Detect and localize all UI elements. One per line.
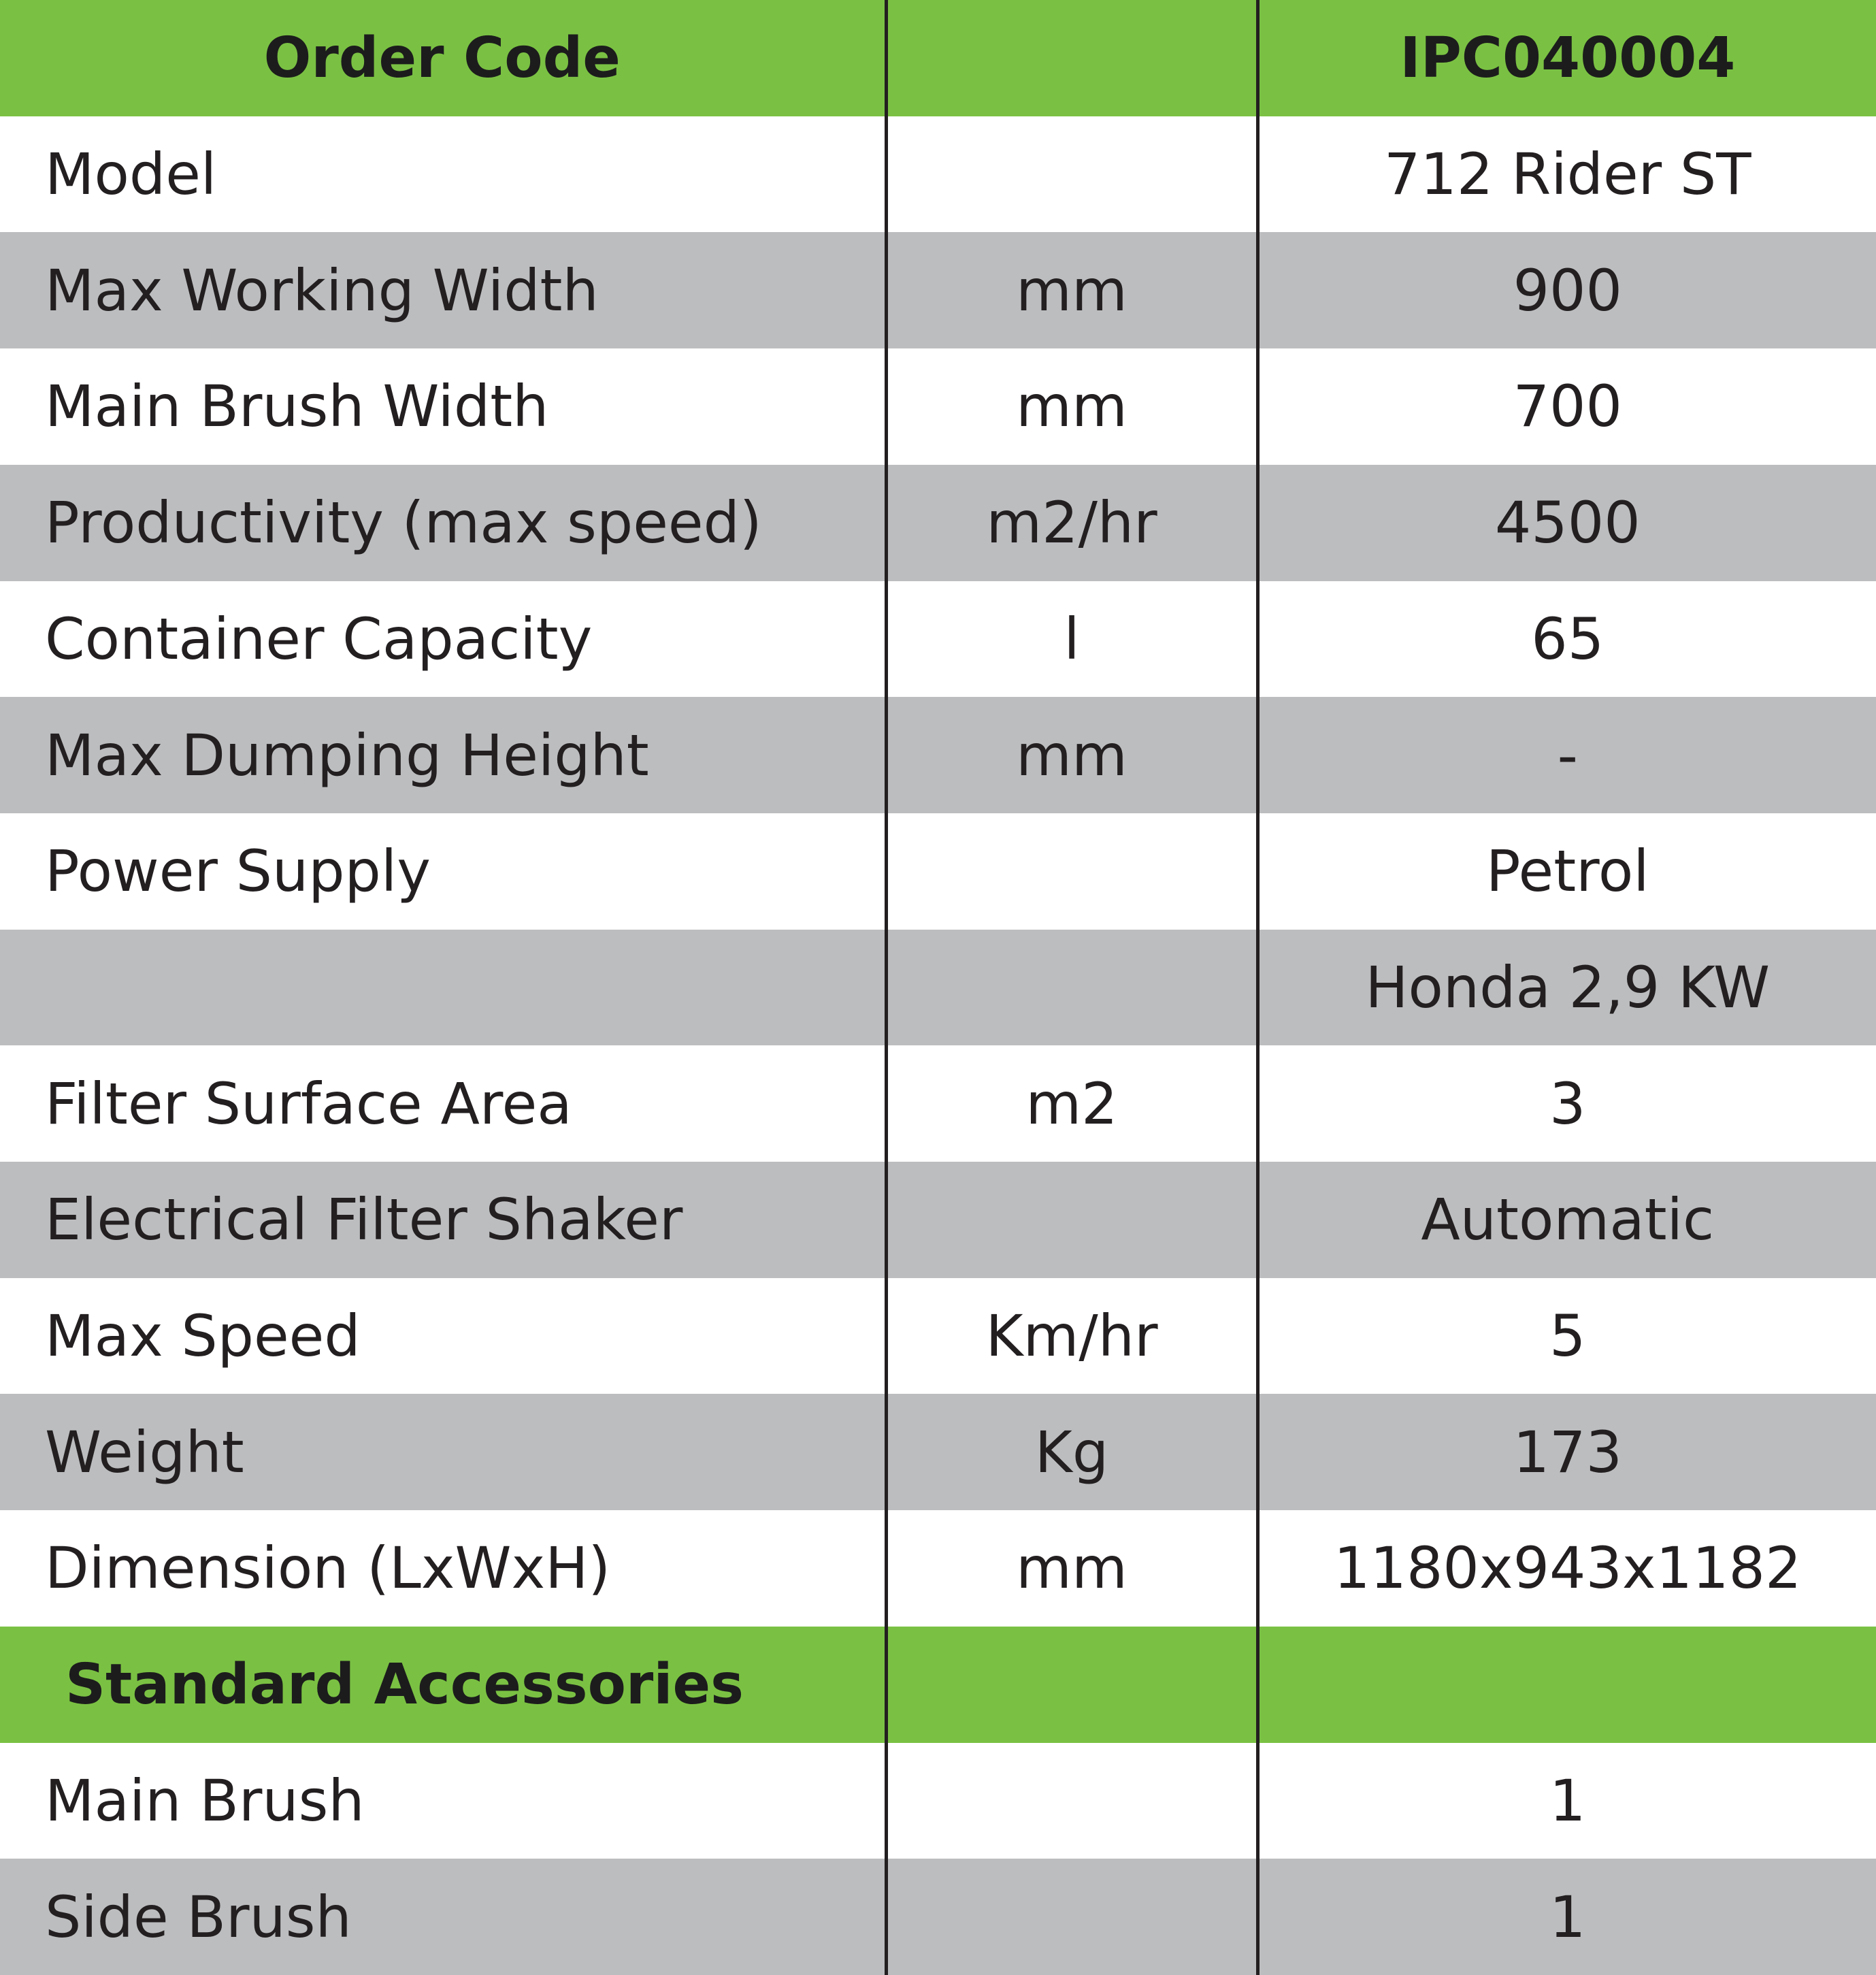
spec-label: Max Working Width — [0, 232, 886, 348]
spec-label: Productivity (max speed) — [0, 465, 886, 581]
section-value — [1257, 1627, 1876, 1743]
table-row — [0, 813, 1876, 930]
table-row — [0, 581, 1876, 698]
accessory-value: 1 — [1257, 1743, 1876, 1859]
spec-value: Honda 2,9 KW — [1257, 930, 1876, 1046]
table-row — [0, 1278, 1876, 1394]
spec-unit: mm — [886, 348, 1257, 465]
order-code-value: IPC040004 — [1257, 0, 1876, 116]
spec-unit: mm — [886, 697, 1257, 813]
spec-unit: m2/hr — [886, 465, 1257, 581]
spec-label: Weight — [0, 1394, 886, 1510]
table-row — [0, 697, 1876, 813]
spec-unit — [886, 813, 1257, 930]
spec-value: 712 Rider ST — [1257, 116, 1876, 233]
accessory-value: 1 — [1257, 1859, 1876, 1975]
spec-value: 4500 — [1257, 465, 1876, 581]
spec-value: 700 — [1257, 348, 1876, 465]
spec-value: 900 — [1257, 232, 1876, 348]
accessory-unit — [886, 1859, 1257, 1975]
spec-label: Filter Surface Area — [0, 1045, 886, 1162]
spec-label: Dimension (LxWxH) — [0, 1510, 886, 1627]
spec-value: 3 — [1257, 1045, 1876, 1162]
spec-label: Max Dumping Height — [0, 697, 886, 813]
spec-value: 1180x943x1182 — [1257, 1510, 1876, 1627]
spec-unit: mm — [886, 1510, 1257, 1627]
accessory-label: Side Brush — [0, 1859, 886, 1975]
spec-unit — [886, 930, 1257, 1046]
spec-unit: Kg — [886, 1394, 1257, 1510]
spec-label: Power Supply — [0, 813, 886, 930]
order-code-header-row — [0, 0, 1876, 116]
spec-value: 173 — [1257, 1394, 1876, 1510]
table-row — [0, 348, 1876, 465]
spec-unit — [886, 116, 1257, 233]
spec-value: Automatic — [1257, 1162, 1876, 1278]
spec-value: Petrol — [1257, 813, 1876, 930]
accessory-label: Main Brush — [0, 1743, 886, 1859]
spec-label: Model — [0, 116, 886, 233]
table-row — [0, 1510, 1876, 1627]
spec-value: - — [1257, 697, 1876, 813]
spec-label: Max Speed — [0, 1278, 886, 1394]
table-row — [0, 465, 1876, 581]
table-row — [0, 1859, 1876, 1975]
table-row — [0, 1045, 1876, 1162]
table-row — [0, 1394, 1876, 1510]
table-row — [0, 116, 1876, 233]
section-title: Standard Accessories — [0, 1627, 886, 1743]
header-label: Order Code — [0, 0, 886, 116]
table-row — [0, 1162, 1876, 1278]
spec-unit: m2 — [886, 1045, 1257, 1162]
standard-accessories-header-row — [0, 1627, 1876, 1743]
accessory-unit — [886, 1743, 1257, 1859]
spec-unit: Km/hr — [886, 1278, 1257, 1394]
spec-label: Container Capacity — [0, 581, 886, 698]
spec-value: 65 — [1257, 581, 1876, 698]
spec-unit: l — [886, 581, 1257, 698]
section-unit — [886, 1627, 1257, 1743]
table-row — [0, 232, 1876, 348]
table-row — [0, 1743, 1876, 1859]
spec-label: Electrical Filter Shaker — [0, 1162, 886, 1278]
header-unit — [886, 0, 1257, 116]
spec-unit — [886, 1162, 1257, 1278]
spec-value: 5 — [1257, 1278, 1876, 1394]
spec-label: Main Brush Width — [0, 348, 886, 465]
table-row — [0, 930, 1876, 1046]
spec-unit: mm — [886, 232, 1257, 348]
spec-label — [0, 930, 886, 1046]
